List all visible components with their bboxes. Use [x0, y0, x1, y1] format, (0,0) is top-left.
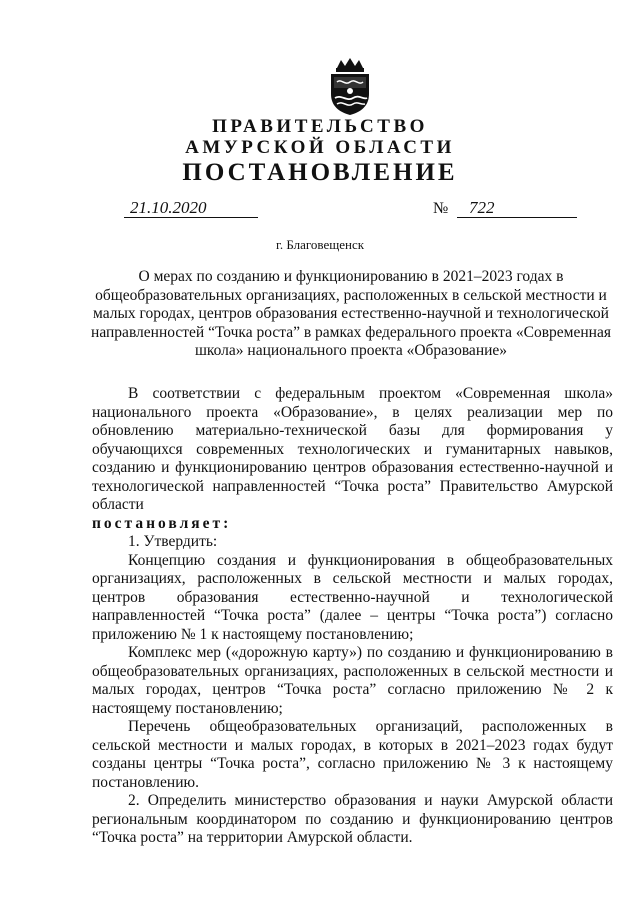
- preamble: В соответствии с федеральным проектом «Современная школа» национального проекта «Образование», в целях реализации мер по обновлению материально-технической базы для формирования у обучающихся современных технологических и гуманитарных навыков, созданию и функционированию центров образования естественно-научной и технологической направленностей “Точка роста” Правительство Амурской области: [92, 385, 613, 513]
- document-body: [92, 385, 613, 848]
- document-title: О мерах по созданию и функционированию в 2021–2023 годах в общеобразовательных организациях, расположенных в сельской местности и малых городах, центров образования естественно-научной и технологической направленностей “Точка роста” в рамках федерального проекта «Современная школа» национального проекта «Образование»: [91, 268, 611, 359]
- city: г. Благовещенск: [275, 237, 365, 252]
- item-2: 2. Определить министерство образования и науки Амурской области региональным координатором по созданию и функционированию центров “Точка роста” на территории Амурской области.: [92, 792, 613, 846]
- amur-coat-of-arms-icon: [325, 58, 375, 116]
- government-title: ПРАВИТЕЛЬСТВО: [212, 116, 428, 137]
- document-type: ПОСТАНОВЛЕНИЕ: [182, 159, 458, 186]
- paragraph-roadmap: Комплекс мер («дорожную карту») по созданию и функционированию в общеобразовательных организациях, расположенных в сельской местности и малых городах, центров “Точка роста” согласно приложению № 2 к настоящему постановлению;: [92, 644, 613, 717]
- item-1: 1. Утвердить:: [128, 533, 218, 550]
- number-label: №: [433, 200, 449, 217]
- region-title: АМУРСКОЙ ОБЛАСТИ: [185, 137, 455, 158]
- paragraph-concept: Концепцию создания и функционирования в общеобразовательных организациях, расположенных в сельской местности и малых городах, центров образования естественно-научной и технологической направленностей “Точка роста” (далее – центры “Точка роста”) согласно приложению № 1 к настоящему постановлению;: [92, 551, 613, 643]
- document-date: 21.10.2020: [124, 199, 258, 218]
- paragraph-list: Перечень общеобразовательных организаций, расположенных в сельской местности и малых городах, в которых в 2021–2023 годах будут созданы центры “Точка роста”, согласно приложению № 3 к настоящему постановлению.: [92, 718, 613, 791]
- resolves-label: постановляет:: [92, 514, 232, 532]
- document-number: 722: [457, 199, 577, 218]
